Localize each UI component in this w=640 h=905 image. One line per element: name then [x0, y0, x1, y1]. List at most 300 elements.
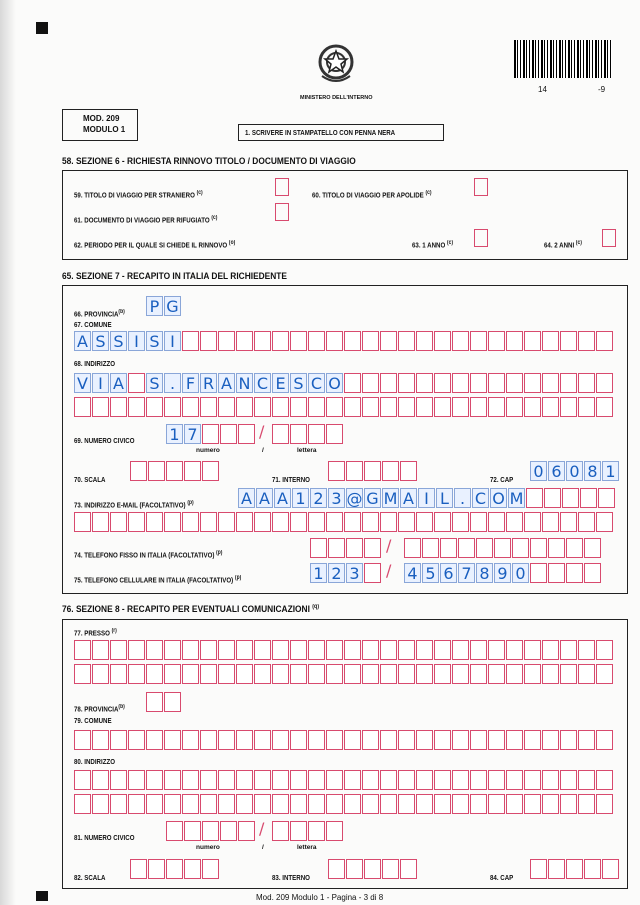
char-box[interactable] [182, 770, 199, 790]
char-box[interactable] [362, 512, 379, 532]
char-box[interactable] [380, 373, 397, 393]
char-box[interactable] [182, 730, 199, 750]
char-box[interactable] [542, 770, 559, 790]
char-box[interactable] [254, 794, 271, 814]
char-box[interactable] [290, 424, 307, 444]
char-box[interactable]: I [418, 488, 435, 508]
cap8-boxes[interactable] [530, 859, 620, 879]
char-box[interactable]: A [238, 488, 255, 508]
char-box[interactable] [416, 512, 433, 532]
char-box[interactable] [110, 730, 127, 750]
char-box[interactable]: C [472, 488, 489, 508]
char-box[interactable] [326, 770, 343, 790]
char-box[interactable] [382, 859, 399, 879]
char-box[interactable] [74, 512, 91, 532]
char-box[interactable] [74, 640, 91, 660]
char-box[interactable] [254, 664, 271, 684]
char-box[interactable] [416, 730, 433, 750]
provincia8-boxes[interactable] [146, 692, 182, 712]
char-box[interactable] [290, 331, 307, 351]
char-box[interactable] [236, 770, 253, 790]
char-box[interactable] [578, 331, 595, 351]
char-box[interactable] [74, 397, 91, 417]
char-box[interactable] [560, 331, 577, 351]
char-box[interactable] [452, 512, 469, 532]
char-box[interactable] [272, 664, 289, 684]
char-box[interactable] [488, 794, 505, 814]
char-box[interactable] [524, 730, 541, 750]
char-box[interactable] [362, 373, 379, 393]
char-box[interactable] [398, 331, 415, 351]
char-box[interactable] [166, 461, 183, 481]
f64-checkbox[interactable] [602, 229, 616, 247]
char-box[interactable]: 4 [404, 563, 421, 583]
char-box[interactable] [200, 331, 217, 351]
char-box[interactable] [560, 730, 577, 750]
char-box[interactable] [202, 821, 219, 841]
char-box[interactable] [182, 664, 199, 684]
cap-boxes[interactable] [530, 461, 620, 481]
char-box[interactable] [346, 538, 363, 558]
char-box[interactable] [272, 770, 289, 790]
char-box[interactable] [434, 794, 451, 814]
char-box[interactable] [326, 730, 343, 750]
char-box[interactable] [542, 664, 559, 684]
char-box[interactable] [398, 664, 415, 684]
char-box[interactable] [524, 512, 541, 532]
char-box[interactable] [506, 512, 523, 532]
char-box[interactable]: M [509, 488, 524, 508]
char-box[interactable] [218, 664, 235, 684]
phone-number-boxes[interactable] [404, 538, 602, 558]
char-box[interactable] [422, 538, 439, 558]
char-box[interactable] [344, 770, 361, 790]
char-box[interactable] [470, 770, 487, 790]
char-box[interactable] [434, 373, 451, 393]
char-box[interactable] [202, 461, 219, 481]
char-box[interactable] [362, 331, 379, 351]
char-box[interactable] [380, 794, 397, 814]
char-box[interactable] [530, 563, 547, 583]
char-box[interactable] [542, 397, 559, 417]
char-box[interactable] [202, 859, 219, 879]
char-box[interactable] [566, 538, 583, 558]
char-box[interactable]: S [290, 373, 307, 393]
char-box[interactable]: 9 [494, 563, 511, 583]
char-box[interactable]: M [383, 488, 398, 508]
char-box[interactable] [434, 397, 451, 417]
char-box[interactable] [344, 640, 361, 660]
civico8-letter-boxes[interactable] [272, 821, 344, 841]
char-box[interactable] [182, 397, 199, 417]
char-box[interactable]: R [200, 373, 217, 393]
char-box[interactable] [164, 794, 181, 814]
char-box[interactable]: 1 [310, 563, 327, 583]
char-box[interactable] [416, 373, 433, 393]
char-box[interactable]: 7 [458, 563, 475, 583]
char-box[interactable] [470, 373, 487, 393]
char-box[interactable] [344, 397, 361, 417]
char-box[interactable] [562, 488, 579, 508]
indirizzo-boxes-2[interactable] [74, 397, 614, 417]
char-box[interactable] [218, 730, 235, 750]
char-box[interactable] [524, 640, 541, 660]
char-box[interactable] [272, 821, 289, 841]
char-box[interactable] [578, 664, 595, 684]
char-box[interactable] [362, 770, 379, 790]
char-box[interactable]: 0 [566, 461, 583, 481]
f61-checkbox[interactable] [275, 203, 289, 221]
char-box[interactable] [344, 794, 361, 814]
interno-boxes[interactable] [328, 461, 418, 481]
char-box[interactable] [506, 770, 523, 790]
char-box[interactable]: 6 [548, 461, 565, 481]
indirizzo-boxes-1[interactable] [74, 373, 614, 393]
char-box[interactable]: 8 [584, 461, 601, 481]
char-box[interactable] [200, 664, 217, 684]
char-box[interactable] [290, 730, 307, 750]
char-box[interactable]: A [256, 488, 273, 508]
char-box[interactable] [380, 331, 397, 351]
char-box[interactable]: 1 [166, 424, 183, 444]
char-box[interactable] [524, 397, 541, 417]
char-box[interactable] [584, 563, 601, 583]
char-box[interactable] [290, 640, 307, 660]
char-box[interactable] [596, 770, 613, 790]
char-box[interactable] [308, 331, 325, 351]
char-box[interactable] [290, 397, 307, 417]
char-box[interactable] [560, 664, 577, 684]
char-box[interactable] [566, 859, 583, 879]
char-box[interactable]: A [218, 373, 235, 393]
char-box[interactable] [524, 770, 541, 790]
char-box[interactable] [254, 331, 271, 351]
char-box[interactable] [164, 640, 181, 660]
char-box[interactable] [326, 821, 343, 841]
char-box[interactable] [506, 397, 523, 417]
char-box[interactable]: S [92, 331, 109, 351]
char-box[interactable] [542, 512, 559, 532]
char-box[interactable] [290, 512, 307, 532]
char-box[interactable] [254, 512, 271, 532]
char-box[interactable]: 3 [328, 488, 345, 508]
char-box[interactable] [218, 770, 235, 790]
char-box[interactable] [434, 770, 451, 790]
char-box[interactable] [164, 692, 181, 712]
char-box[interactable]: V [74, 373, 91, 393]
char-box[interactable] [344, 512, 361, 532]
char-box[interactable]: 6 [440, 563, 457, 583]
char-box[interactable] [130, 859, 147, 879]
char-box[interactable] [74, 664, 91, 684]
char-box[interactable]: F [182, 373, 199, 393]
char-box[interactable] [326, 640, 343, 660]
char-box[interactable] [200, 730, 217, 750]
char-box[interactable]: A [74, 331, 91, 351]
char-box[interactable] [220, 821, 237, 841]
char-box[interactable] [254, 397, 271, 417]
char-box[interactable] [200, 770, 217, 790]
char-box[interactable] [110, 640, 127, 660]
char-box[interactable]: C [254, 373, 271, 393]
char-box[interactable] [346, 461, 363, 481]
char-box[interactable]: 7 [184, 424, 201, 444]
interno8-boxes[interactable] [328, 859, 418, 879]
char-box[interactable] [238, 821, 255, 841]
char-box[interactable] [184, 461, 201, 481]
char-box[interactable] [524, 373, 541, 393]
char-box[interactable] [148, 461, 165, 481]
char-box[interactable] [380, 512, 397, 532]
provincia-boxes[interactable] [146, 296, 182, 316]
char-box[interactable] [92, 640, 109, 660]
char-box[interactable] [308, 397, 325, 417]
char-box[interactable] [218, 512, 235, 532]
cell-prefix-boxes[interactable] [310, 563, 382, 583]
char-box[interactable] [328, 538, 345, 558]
char-box[interactable] [290, 794, 307, 814]
char-box[interactable]: 1 [292, 488, 309, 508]
char-box[interactable] [544, 488, 561, 508]
char-box[interactable]: O [326, 373, 343, 393]
char-box[interactable] [380, 640, 397, 660]
civico-number-boxes[interactable] [166, 424, 256, 444]
char-box[interactable] [578, 397, 595, 417]
char-box[interactable] [74, 730, 91, 750]
char-box[interactable] [416, 397, 433, 417]
char-box[interactable] [470, 331, 487, 351]
presso-boxes-2[interactable] [74, 664, 614, 684]
civico-letter-boxes[interactable] [272, 424, 344, 444]
char-box[interactable] [398, 770, 415, 790]
char-box[interactable] [398, 730, 415, 750]
char-box[interactable] [146, 397, 163, 417]
char-box[interactable] [236, 730, 253, 750]
char-box[interactable] [506, 730, 523, 750]
char-box[interactable] [578, 373, 595, 393]
char-box[interactable] [164, 512, 181, 532]
char-box[interactable] [596, 331, 613, 351]
char-box[interactable]: A [400, 488, 417, 508]
char-box[interactable] [382, 461, 399, 481]
char-box[interactable] [236, 794, 253, 814]
char-box[interactable] [164, 397, 181, 417]
char-box[interactable] [380, 770, 397, 790]
char-box[interactable]: 2 [310, 488, 327, 508]
char-box[interactable] [584, 859, 601, 879]
char-box[interactable] [542, 640, 559, 660]
char-box[interactable] [128, 730, 145, 750]
char-box[interactable] [202, 424, 219, 444]
char-box[interactable]: I [164, 331, 181, 351]
char-box[interactable]: I [92, 373, 109, 393]
char-box[interactable] [308, 821, 325, 841]
char-box[interactable]: 3 [346, 563, 363, 583]
char-box[interactable] [380, 664, 397, 684]
char-box[interactable] [290, 821, 307, 841]
char-box[interactable]: C [308, 373, 325, 393]
char-box[interactable] [452, 730, 469, 750]
char-box[interactable] [364, 859, 381, 879]
char-box[interactable] [398, 640, 415, 660]
char-box[interactable] [326, 512, 343, 532]
char-box[interactable] [164, 664, 181, 684]
char-box[interactable] [560, 512, 577, 532]
indirizzo8-boxes-1[interactable] [74, 770, 614, 790]
presso-boxes-1[interactable] [74, 640, 614, 660]
char-box[interactable] [182, 331, 199, 351]
char-box[interactable] [416, 331, 433, 351]
char-box[interactable] [128, 770, 145, 790]
char-box[interactable] [166, 859, 183, 879]
char-box[interactable] [110, 664, 127, 684]
char-box[interactable] [236, 664, 253, 684]
indirizzo8-boxes-2[interactable] [74, 794, 614, 814]
char-box[interactable] [602, 859, 619, 879]
char-box[interactable] [310, 538, 327, 558]
char-box[interactable]: 0 [512, 563, 529, 583]
char-box[interactable] [434, 664, 451, 684]
char-box[interactable] [128, 640, 145, 660]
char-box[interactable] [506, 331, 523, 351]
char-box[interactable] [110, 770, 127, 790]
char-box[interactable]: S [146, 331, 163, 351]
char-box[interactable] [488, 373, 505, 393]
char-box[interactable]: A [110, 373, 127, 393]
char-box[interactable] [470, 397, 487, 417]
char-box[interactable]: E [272, 373, 289, 393]
char-box[interactable] [236, 640, 253, 660]
char-box[interactable] [218, 794, 235, 814]
char-box[interactable] [404, 538, 421, 558]
char-box[interactable] [364, 563, 381, 583]
char-box[interactable] [184, 859, 201, 879]
char-box[interactable]: 5 [422, 563, 439, 583]
f60-checkbox[interactable] [474, 178, 488, 196]
char-box[interactable] [506, 794, 523, 814]
char-box[interactable] [128, 664, 145, 684]
char-box[interactable] [236, 331, 253, 351]
f59-checkbox[interactable] [275, 178, 289, 196]
char-box[interactable] [272, 794, 289, 814]
char-box[interactable] [470, 640, 487, 660]
char-box[interactable] [362, 794, 379, 814]
char-box[interactable] [434, 331, 451, 351]
char-box[interactable] [452, 640, 469, 660]
char-box[interactable] [326, 664, 343, 684]
char-box[interactable] [146, 770, 163, 790]
char-box[interactable] [398, 373, 415, 393]
char-box[interactable] [584, 538, 601, 558]
char-box[interactable] [578, 794, 595, 814]
char-box[interactable] [128, 397, 145, 417]
char-box[interactable] [128, 373, 145, 393]
char-box[interactable] [476, 538, 493, 558]
char-box[interactable] [308, 512, 325, 532]
char-box[interactable] [452, 397, 469, 417]
char-box[interactable] [380, 730, 397, 750]
char-box[interactable] [328, 859, 345, 879]
char-box[interactable] [578, 770, 595, 790]
char-box[interactable] [364, 461, 381, 481]
char-box[interactable] [452, 664, 469, 684]
char-box[interactable] [578, 730, 595, 750]
char-box[interactable] [200, 640, 217, 660]
char-box[interactable] [542, 730, 559, 750]
char-box[interactable] [380, 397, 397, 417]
char-box[interactable] [166, 821, 183, 841]
char-box[interactable] [400, 859, 417, 879]
char-box[interactable] [254, 730, 271, 750]
char-box[interactable] [220, 424, 237, 444]
char-box[interactable] [308, 730, 325, 750]
char-box[interactable] [200, 512, 217, 532]
char-box[interactable] [578, 512, 595, 532]
char-box[interactable] [218, 640, 235, 660]
char-box[interactable] [434, 512, 451, 532]
char-box[interactable] [398, 794, 415, 814]
char-box[interactable] [272, 640, 289, 660]
char-box[interactable] [526, 488, 543, 508]
char-box[interactable] [542, 331, 559, 351]
char-box[interactable]: 0 [530, 461, 547, 481]
char-box[interactable]: 1 [602, 461, 619, 481]
char-box[interactable] [182, 512, 199, 532]
char-box[interactable]: G [364, 488, 381, 508]
phone-prefix-boxes[interactable] [310, 538, 382, 558]
char-box[interactable] [308, 424, 325, 444]
char-box[interactable] [506, 373, 523, 393]
f63-checkbox[interactable] [474, 229, 488, 247]
char-box[interactable]: P [146, 296, 163, 316]
char-box[interactable] [488, 664, 505, 684]
char-box[interactable] [92, 730, 109, 750]
char-box[interactable] [110, 512, 127, 532]
char-box[interactable] [506, 664, 523, 684]
char-box[interactable]: S [110, 331, 127, 351]
char-box[interactable] [110, 794, 127, 814]
char-box[interactable]: N [236, 373, 253, 393]
char-box[interactable] [560, 640, 577, 660]
char-box[interactable] [542, 373, 559, 393]
char-box[interactable] [344, 373, 361, 393]
char-box[interactable] [362, 397, 379, 417]
char-box[interactable] [524, 794, 541, 814]
char-box[interactable]: S [146, 373, 163, 393]
char-box[interactable] [218, 397, 235, 417]
char-box[interactable] [74, 770, 91, 790]
char-box[interactable] [488, 331, 505, 351]
char-box[interactable] [92, 512, 109, 532]
char-box[interactable] [74, 794, 91, 814]
char-box[interactable] [146, 794, 163, 814]
char-box[interactable] [470, 794, 487, 814]
char-box[interactable] [236, 397, 253, 417]
char-box[interactable] [488, 397, 505, 417]
char-box[interactable] [524, 664, 541, 684]
char-box[interactable] [596, 664, 613, 684]
char-box[interactable] [524, 331, 541, 351]
char-box[interactable] [596, 794, 613, 814]
char-box[interactable] [560, 794, 577, 814]
char-box[interactable] [512, 538, 529, 558]
char-box[interactable] [272, 512, 289, 532]
char-box[interactable] [146, 512, 163, 532]
char-box[interactable] [128, 512, 145, 532]
char-box[interactable] [364, 538, 381, 558]
char-box[interactable] [560, 770, 577, 790]
char-box[interactable]: G [164, 296, 181, 316]
